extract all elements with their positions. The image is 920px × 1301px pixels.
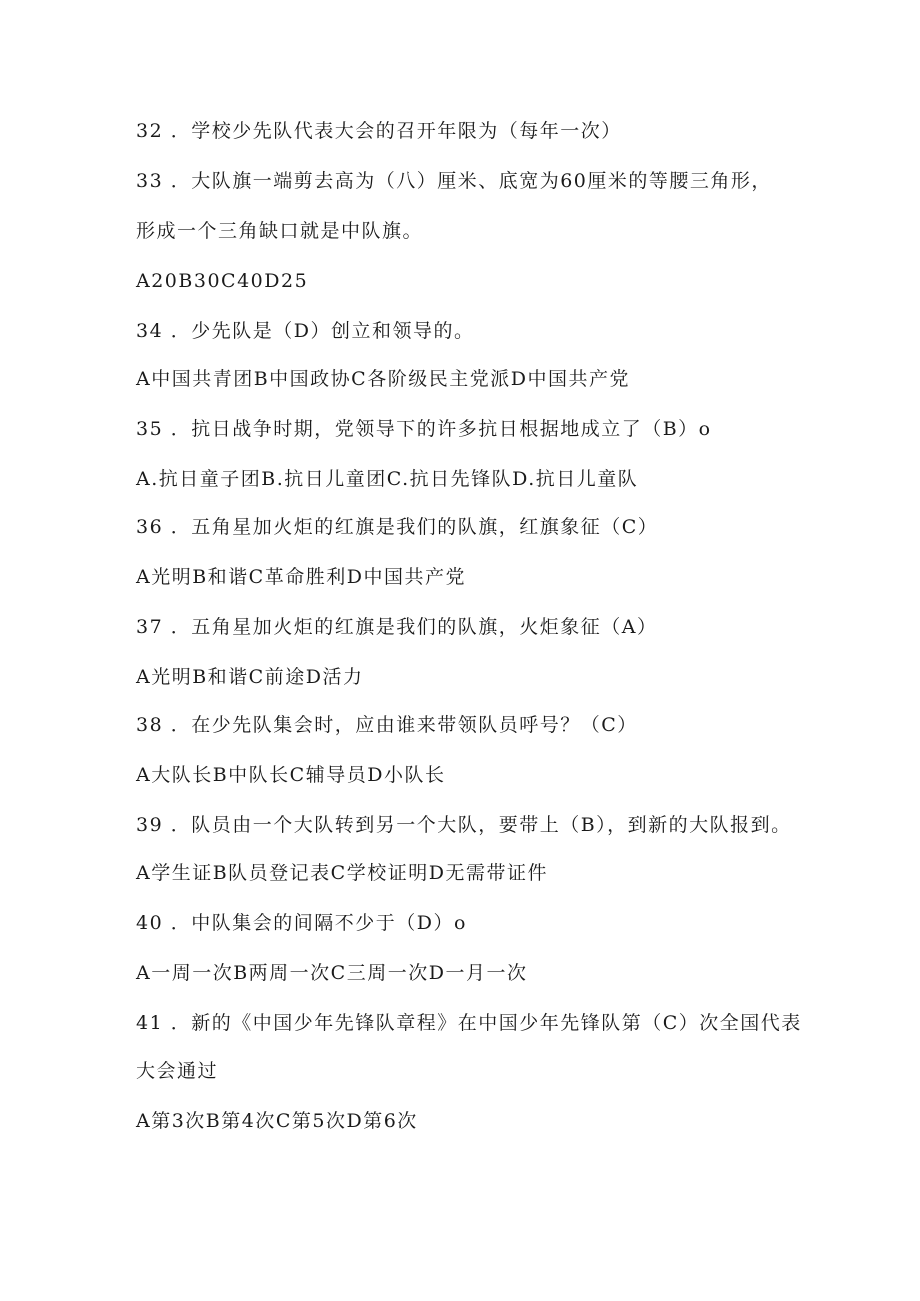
options-38: A大队长B中队长C辅导员D小队长 (136, 764, 446, 786)
options-35: A.抗日童子团B.抗日儿童团C.抗日先锋队D.抗日儿童队 (136, 468, 639, 490)
question-35: 35 ．抗日战争时期，党领导下的许多抗日根据地成立了（B）o (136, 418, 712, 440)
options-34: A中国共青团B中国政协C各阶级民主党派D中国共产党 (136, 368, 630, 390)
question-41-continued: 大会通过 (136, 1060, 219, 1082)
options-41: A第3次B第4次C第5次D第6次 (136, 1110, 418, 1132)
options-39: A学生证B队员登记表C学校证明D无需带证件 (136, 862, 548, 884)
question-33: 33 ．大队旗一端剪去高为（八）厘米、底宽为60厘米的等腰三角形， (136, 170, 772, 192)
question-32: 32 ．学校少先队代表大会的召开年限为（每年一次） (136, 120, 622, 142)
options-36: A光明B和谐C革命胜利D中国共产党 (136, 566, 466, 588)
question-36: 36 ．五角星加火炬的红旗是我们的队旗，红旗象征（C） (136, 516, 659, 538)
question-34: 34 ．少先队是（D）创立和领导的。 (136, 320, 475, 342)
options-37: A光明B和谐C前途D活力 (136, 666, 364, 688)
question-40: 40 ．中队集会的间隔不少于（D）o (136, 912, 467, 934)
question-33-continued: 形成一个三角缺口就是中队旗。 (136, 220, 424, 242)
options-40: A一周一次B两周一次C三周一次D一月一次 (136, 962, 528, 984)
question-38: 38 ．在少先队集会时，应由谁来带领队员呼号？（C） (136, 714, 638, 736)
question-37: 37 ．五角星加火炬的红旗是我们的队旗，火炬象征（A） (136, 616, 658, 638)
options-33: A20B30C40D25 (136, 270, 309, 292)
question-41: 41 ．新的《中国少年先锋队章程》在中国少年先锋队第（C）次全国代表 (136, 1012, 802, 1034)
question-39: 39 ．队员由一个大队转到另一个大队，要带上（B），到新的大队报到。 (136, 814, 792, 836)
